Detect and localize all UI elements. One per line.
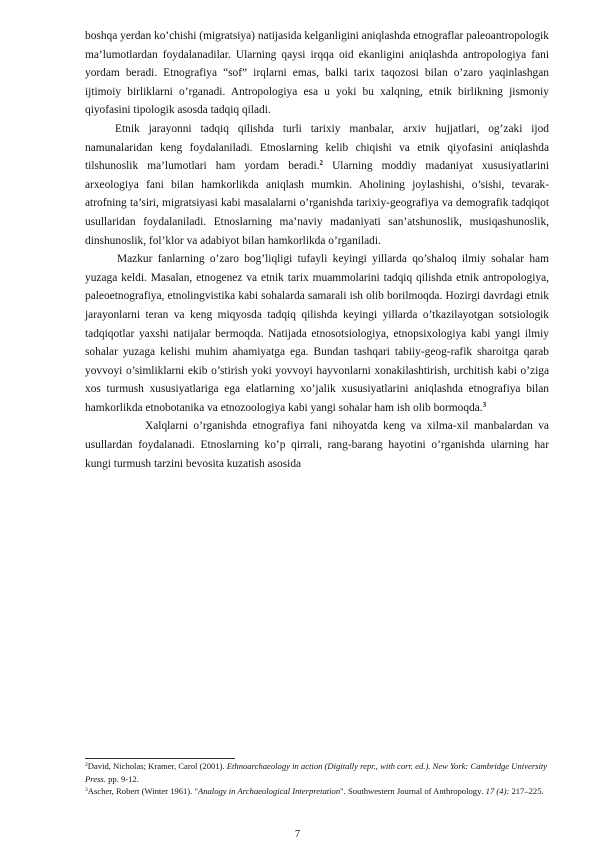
- page-number: 7: [294, 829, 301, 840]
- paragraph-2-text: Etnik jarayonni tadqiq qilishda turli tarixiy manbalar, arxiv hujjatlari, og’zaki ijod namunalaridan keng foydalaniladi. Etnoslarning kelib chiqishi va etnik qiyofasini aniqlashda tilshunoslik ma’lumotlari ham yordam beradi.: [85, 122, 549, 173]
- footnote-volume: . 17 (4):: [481, 786, 510, 797]
- paragraph-2: [85, 120, 549, 250]
- footnote-3: [85, 785, 549, 798]
- footnote-rest: ". Southwestern Journal of Anthropology: [340, 786, 482, 797]
- paragraph-4-text: Xalqlarni o’rganishda etnografiya fani nihoyatda keng va xilma-xil manbalardan va usullardan foydalanadi. Etnoslarning ko’p qirrali, rang-barang hayotini o’rganishda ularning har kungi turmush tarzini bevosita kuzatish asosida: [85, 420, 549, 470]
- footnote-rest: . pp. 9-12.: [103, 773, 139, 784]
- footnote-ref-2[interactable]: 2: [319, 159, 324, 168]
- footnote-title: Analogy in Archaeological Interpretation: [197, 786, 341, 797]
- footnote-mark: 3: [85, 787, 88, 794]
- paragraph-3-text: Mazkur fanlarning o’zaro bog’liqligi tufayli keyingi yillarda qo’shaloq ilmiy sohalar ham yuzaga keldi. Masalan, etnogenez va etnik tarix muammolarini tadqiq qilishda etnik antropologiya, paleoetnografiya, etnolingvistika kabi sohalarda samarali ish olib borilmoqda. Hozirgi davrdagi etnik jarayonlarni teran va keng miqyosda tadqiq qilishda keyingi yillarda o’tkazilayotgan sotsiologik tadqiqotlar yaxshi natijalar bermoqda. Natijada etnosotsiologiya, etnopsixologiya kabi yangi ilmiy sohalar yuzaga kelishi muhim ahamiyatga ega. Bundan tashqari tabiiy-geog-rafik sharoitga qarab yovvoyi o’simliklarni ekib o’stirish yoki yovvoyi hayvonlarni xonakilashtirish, urchitish kabi o’ziga xos turmush xususiyatlariga ega elatlarning xo’jalik xususiyatlarini aniqlashda etnografiya bilan hamkorlikda etnobotanika va etnozoologiya kabi yangi sohalar ham ish olib bormoqda.: [85, 253, 549, 414]
- paragraph-4: [85, 417, 549, 473]
- paragraph-1: [85, 27, 549, 120]
- body-text: [85, 27, 549, 473]
- footnote-pages: 217–225.: [509, 786, 544, 797]
- footnote-title: Ethnoarchaeology in action (Digitally repr., with corr. ed.). New York: Cambridge University Press: [85, 761, 548, 784]
- paragraph-2-continuation: Ularning moddiy madaniyat xususiyatlarini arxeologiya fani bilan hamkorlikda aniqlash mumkin. Aholining joylashishi, o’sishi, tevarak-atrofning ta’siri, migratsiyasi kabi masalalarni o’rganishda tarixiy-geografiya va demografik tadqiqot usullaridan foydalaniladi. Etnoslarning ma’naviy madaniyati san’atshunoslik, musiqashunoslik, dinshunoslik, fol’klor va adabiyot bilan hamkorlikda o’rganiladi.: [85, 160, 549, 247]
- footnotes: [85, 760, 549, 798]
- footnote-authors: David, Nicholas; Kramer, Carol (2001).: [87, 761, 227, 771]
- footnote-mark: 2: [85, 762, 88, 768]
- footnote-2: [85, 760, 549, 785]
- paragraph-1-text: boshqa yerdan ko’chishi (migratsiya) natijasida kelganligini aniqlashda etnograflar paleoantropologik ma’lumotlardan foydalanadilar. Ularning qaysi irqqa oid ekanligini aniqlashda antropologiya fani yordam beradi. Etnografiya “sof” irqlarni emas, balki tarix taqozosi bilan o’zaro yaqinlashgan ijtimoiy birliklarni o’rganadi. Antropologiya esa u yoki bu xalqning, etnik birlikning jismoniy qiyofasini tipologik asosda tadqiq qiladi.: [85, 30, 549, 117]
- paragraph-3: [85, 250, 549, 417]
- footnote-divider: [85, 758, 235, 759]
- footnote-ref-3[interactable]: 3: [482, 400, 487, 409]
- footnote-authors: Ascher, Robert (Winter 1961). ": [87, 786, 198, 797]
